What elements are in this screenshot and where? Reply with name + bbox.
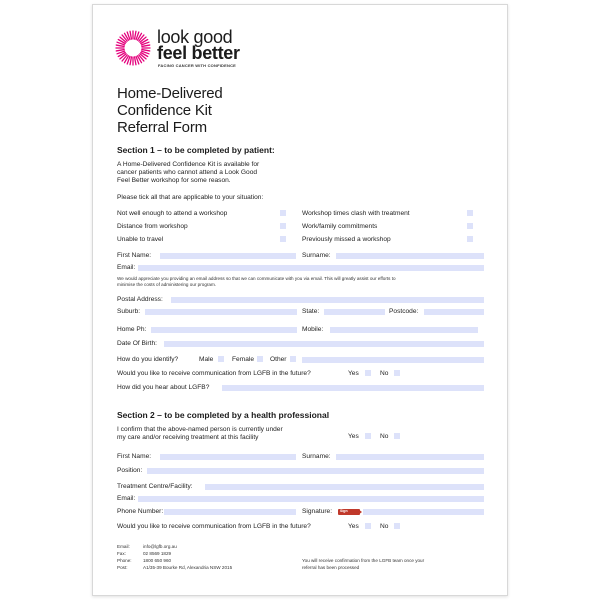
logo-text-line2: feel better <box>157 43 240 63</box>
hp-first-name-label: First Name: <box>117 453 152 460</box>
other-checkbox[interactable] <box>290 356 296 362</box>
hp-first-name-field[interactable] <box>160 454 296 460</box>
reason-checkbox[interactable] <box>280 210 286 216</box>
no-checkbox[interactable] <box>394 433 400 439</box>
reason-label: Distance from workshop <box>117 223 188 230</box>
reason-label: Work/family commitments <box>302 223 378 230</box>
other-label: Other <box>270 356 287 363</box>
footer-label: Fax: <box>117 551 126 556</box>
section1-intro-3: Feel Better workshop for some reason. <box>117 177 231 184</box>
reason-label: Previously missed a workshop <box>302 236 391 243</box>
no-label: No <box>380 433 389 440</box>
reason-checkbox[interactable] <box>467 236 473 242</box>
female-label: Female <box>232 356 254 363</box>
position-field[interactable] <box>147 468 484 474</box>
centre-label: Treatment Centre/Facility: <box>117 483 193 490</box>
identify-label: How do you identify? <box>117 356 179 363</box>
hear-field[interactable] <box>222 385 484 391</box>
yes-label: Yes <box>348 370 359 377</box>
hp-surname-label: Surname: <box>302 453 331 460</box>
footer-label: Post: <box>117 565 128 570</box>
suburb-label: Suburb: <box>117 308 141 315</box>
logo-ray <box>116 45 124 46</box>
reason-checkbox[interactable] <box>467 210 473 216</box>
footer-post: A1/35-39 Bourke Rd, Alexandria NSW 2015 <box>143 565 233 570</box>
reason-checkbox[interactable] <box>280 223 286 229</box>
logo-ray <box>135 57 136 65</box>
reason-label: Workshop times clash with treatment <box>302 210 410 217</box>
first-name-label: First Name: <box>117 252 152 259</box>
yes-label: Yes <box>348 433 359 440</box>
male-label: Male <box>199 356 214 363</box>
hp-surname-field[interactable] <box>336 454 484 460</box>
form-title-line3: Referral Form <box>117 119 207 136</box>
footer-note-1: You will receive confirmation from the LGFB team once your <box>302 558 425 563</box>
form-title-line2: Confidence Kit <box>117 102 212 119</box>
male-checkbox[interactable] <box>218 356 224 362</box>
no-checkbox[interactable] <box>394 370 400 376</box>
section2-heading: Section 2 – to be completed by a health professional <box>117 410 330 420</box>
home-ph-field[interactable] <box>151 327 297 333</box>
yes-checkbox[interactable] <box>365 433 371 439</box>
yes-checkbox[interactable] <box>365 523 371 529</box>
surname-label: Surname: <box>302 252 331 259</box>
hp-receive-comm-label: Would you like to receive communication from LGFB in the future? <box>117 523 311 530</box>
footer-note-2: referral has been processed <box>302 565 360 570</box>
state-label: State: <box>302 308 320 315</box>
reason-label: Not well enough to attend a workshop <box>117 210 228 217</box>
state-field[interactable] <box>324 309 385 315</box>
logo-ray <box>130 57 131 65</box>
dob-label: Date Of Birth: <box>117 340 157 347</box>
email-note-1: We would appreciate you providing an email address so that we can communicate with you via email. This will greatly assist our efforts to <box>117 276 396 281</box>
mobile-field[interactable] <box>330 327 478 333</box>
dob-field[interactable] <box>164 341 484 347</box>
receive-comm-label: Would you like to receive communication from LGFB in the future? <box>117 370 311 377</box>
postal-field[interactable] <box>171 297 484 303</box>
footer-label: Email: <box>117 544 130 549</box>
footer-phone: 1800 650 960 <box>143 558 172 563</box>
logo-ray <box>130 31 131 39</box>
email-field[interactable] <box>138 265 484 271</box>
reason-checkbox[interactable] <box>467 223 473 229</box>
reason-label: Unable to travel <box>117 236 164 243</box>
phone-label: Phone Number: <box>117 508 164 515</box>
yes-label: Yes <box>348 523 359 530</box>
hear-label: How did you hear about LGFB? <box>117 384 210 391</box>
sign-here-text: Sign <box>340 509 348 513</box>
hp-email-label: Email: <box>117 495 136 502</box>
email-note-2: minimise the costs of administering our program. <box>117 282 217 287</box>
logo-tagline: FACING CANCER WITH CONFIDENCE <box>158 63 237 68</box>
section1-heading: Section 1 – to be completed by patient: <box>117 145 275 155</box>
reason-checkbox[interactable] <box>280 236 286 242</box>
section1-intro-1: A Home-Delivered Confidence Kit is available for <box>117 161 260 168</box>
home-ph-label: Home Ph: <box>117 326 147 333</box>
logo-ray <box>116 50 124 51</box>
confirm-text-1: I confirm that the above-named person is currently under <box>117 426 283 433</box>
signature-label: Signature: <box>302 508 333 515</box>
logo-ray <box>142 50 150 51</box>
logo-icon <box>115 30 151 66</box>
first-name-field[interactable] <box>160 253 296 259</box>
confirm-text-2: my care and/or receiving treatment at this facility <box>117 434 259 441</box>
no-label: No <box>380 370 389 377</box>
yes-checkbox[interactable] <box>365 370 371 376</box>
section1-intro-2: cancer patients who cannot attend a Look Good <box>117 169 258 176</box>
logo-ray <box>142 45 150 46</box>
centre-field[interactable] <box>205 484 484 490</box>
no-checkbox[interactable] <box>394 523 400 529</box>
hp-email-field[interactable] <box>138 496 484 502</box>
suburb-field[interactable] <box>145 309 297 315</box>
postcode-field[interactable] <box>424 309 484 315</box>
sign-here-arrow-icon <box>358 509 362 515</box>
postcode-label: Postcode: <box>389 308 419 315</box>
position-label: Position: <box>117 467 143 474</box>
postal-label: Postal Address: <box>117 296 163 303</box>
footer-fax: 02 8569 1829 <box>143 551 172 556</box>
no-label: No <box>380 523 389 530</box>
tick-prompt: Please tick all that are applicable to your situation: <box>117 194 264 201</box>
other-field[interactable] <box>302 357 484 363</box>
logo-text-line1: look good <box>157 27 233 47</box>
phone-field[interactable] <box>164 509 296 515</box>
mobile-label: Mobile: <box>302 326 324 333</box>
logo-ray <box>135 31 136 39</box>
surname-field[interactable] <box>336 253 484 259</box>
email-label: Email: <box>117 264 136 271</box>
footer-email[interactable]: info@lgfb.org.au <box>143 544 177 549</box>
female-checkbox[interactable] <box>257 356 263 362</box>
footer-label: Phone: <box>117 558 132 563</box>
signature-field[interactable] <box>363 509 484 515</box>
form-title-line1: Home-Delivered <box>117 85 223 102</box>
